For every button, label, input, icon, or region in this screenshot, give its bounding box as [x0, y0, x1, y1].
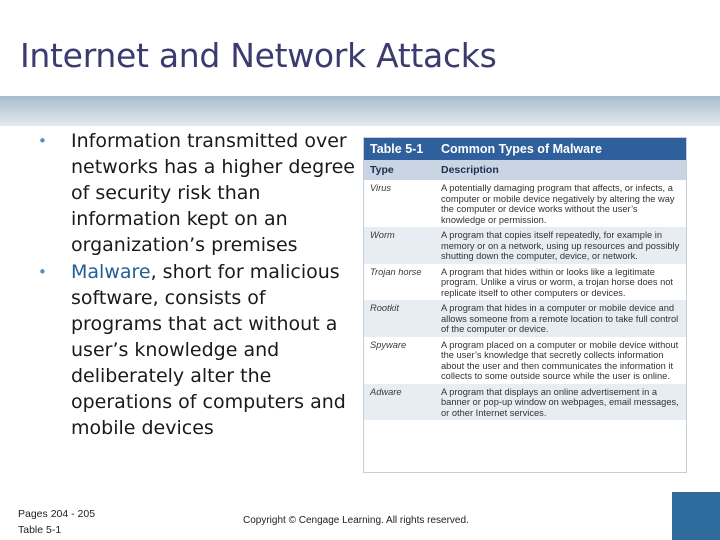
row-type: Worm — [370, 230, 395, 240]
bullet-glyph: • — [38, 132, 47, 150]
row-description: A program that hides in a computer or mobile device and allows someone from a remote location to take full control of the computer or device. — [441, 303, 679, 334]
term-highlight: Malware — [71, 261, 151, 283]
table-header-row — [364, 160, 686, 180]
title-band — [0, 96, 720, 126]
table-row — [364, 337, 686, 384]
bullet-item — [38, 259, 356, 441]
row-type: Virus — [370, 183, 392, 193]
bullet-glyph: • — [38, 263, 47, 281]
bullet-text: , short for malicious software, consists of programs that act without a user’s knowledge and deliberately alter the operations of computers and mobile devices — [71, 261, 346, 439]
row-description: A potentially damaging program that affects, or infects, a computer or mobile device negatively by altering the way the computer or device works without the user’s knowledge or permission. — [441, 183, 675, 225]
corner-accent — [672, 492, 720, 540]
row-description: A program that copies itself repeatedly, for example in memory or on a network, using up resources and possibly shutting down the computer, device, or network. — [441, 230, 680, 261]
table-row — [364, 227, 686, 264]
table-caption: Common Types of Malware — [441, 142, 602, 156]
row-type: Adware — [370, 386, 402, 397]
bullet-list — [38, 128, 356, 442]
table-row — [364, 384, 686, 421]
copyright-notice: Copyright © Cengage Learning. All rights reserved. — [243, 515, 469, 526]
row-type: Trojan horse — [370, 266, 422, 277]
column-header-description: Description — [441, 164, 499, 176]
row-description: A program placed on a computer or mobile device without the user’s knowledge that secretly collects information about the user and then communicates the information it collects to some outside source while the user is online. — [441, 339, 679, 381]
row-type: Spyware — [370, 339, 407, 350]
bullet-item — [38, 128, 356, 258]
slide-title: Internet and Network Attacks — [20, 36, 497, 75]
malware-table — [363, 137, 687, 473]
pages-label: Pages 204 - 205 — [18, 508, 96, 520]
bullet-text: Information transmitted over networks has a higher degree of security risk than information kept on an organization’s premises — [71, 130, 355, 256]
table-number: Table 5-1 — [370, 142, 424, 156]
table-row — [364, 300, 686, 337]
row-type: Rootkit — [370, 303, 399, 313]
table-title-bar — [364, 138, 686, 160]
row-description: A program that displays an online advertisement in a banner or pop-up window on webpages, email messages, or other Internet services. — [441, 386, 679, 418]
table-row — [364, 180, 686, 227]
table-row — [364, 264, 686, 301]
column-header-type: Type — [370, 164, 394, 176]
page-reference — [18, 506, 95, 538]
row-description: A program that hides within or looks like a legitimate program. Unlike a virus or worm, a trojan horse does not replicate itself to other computers or devices. — [441, 266, 674, 298]
table-reference: Table 5-1 — [18, 524, 62, 536]
